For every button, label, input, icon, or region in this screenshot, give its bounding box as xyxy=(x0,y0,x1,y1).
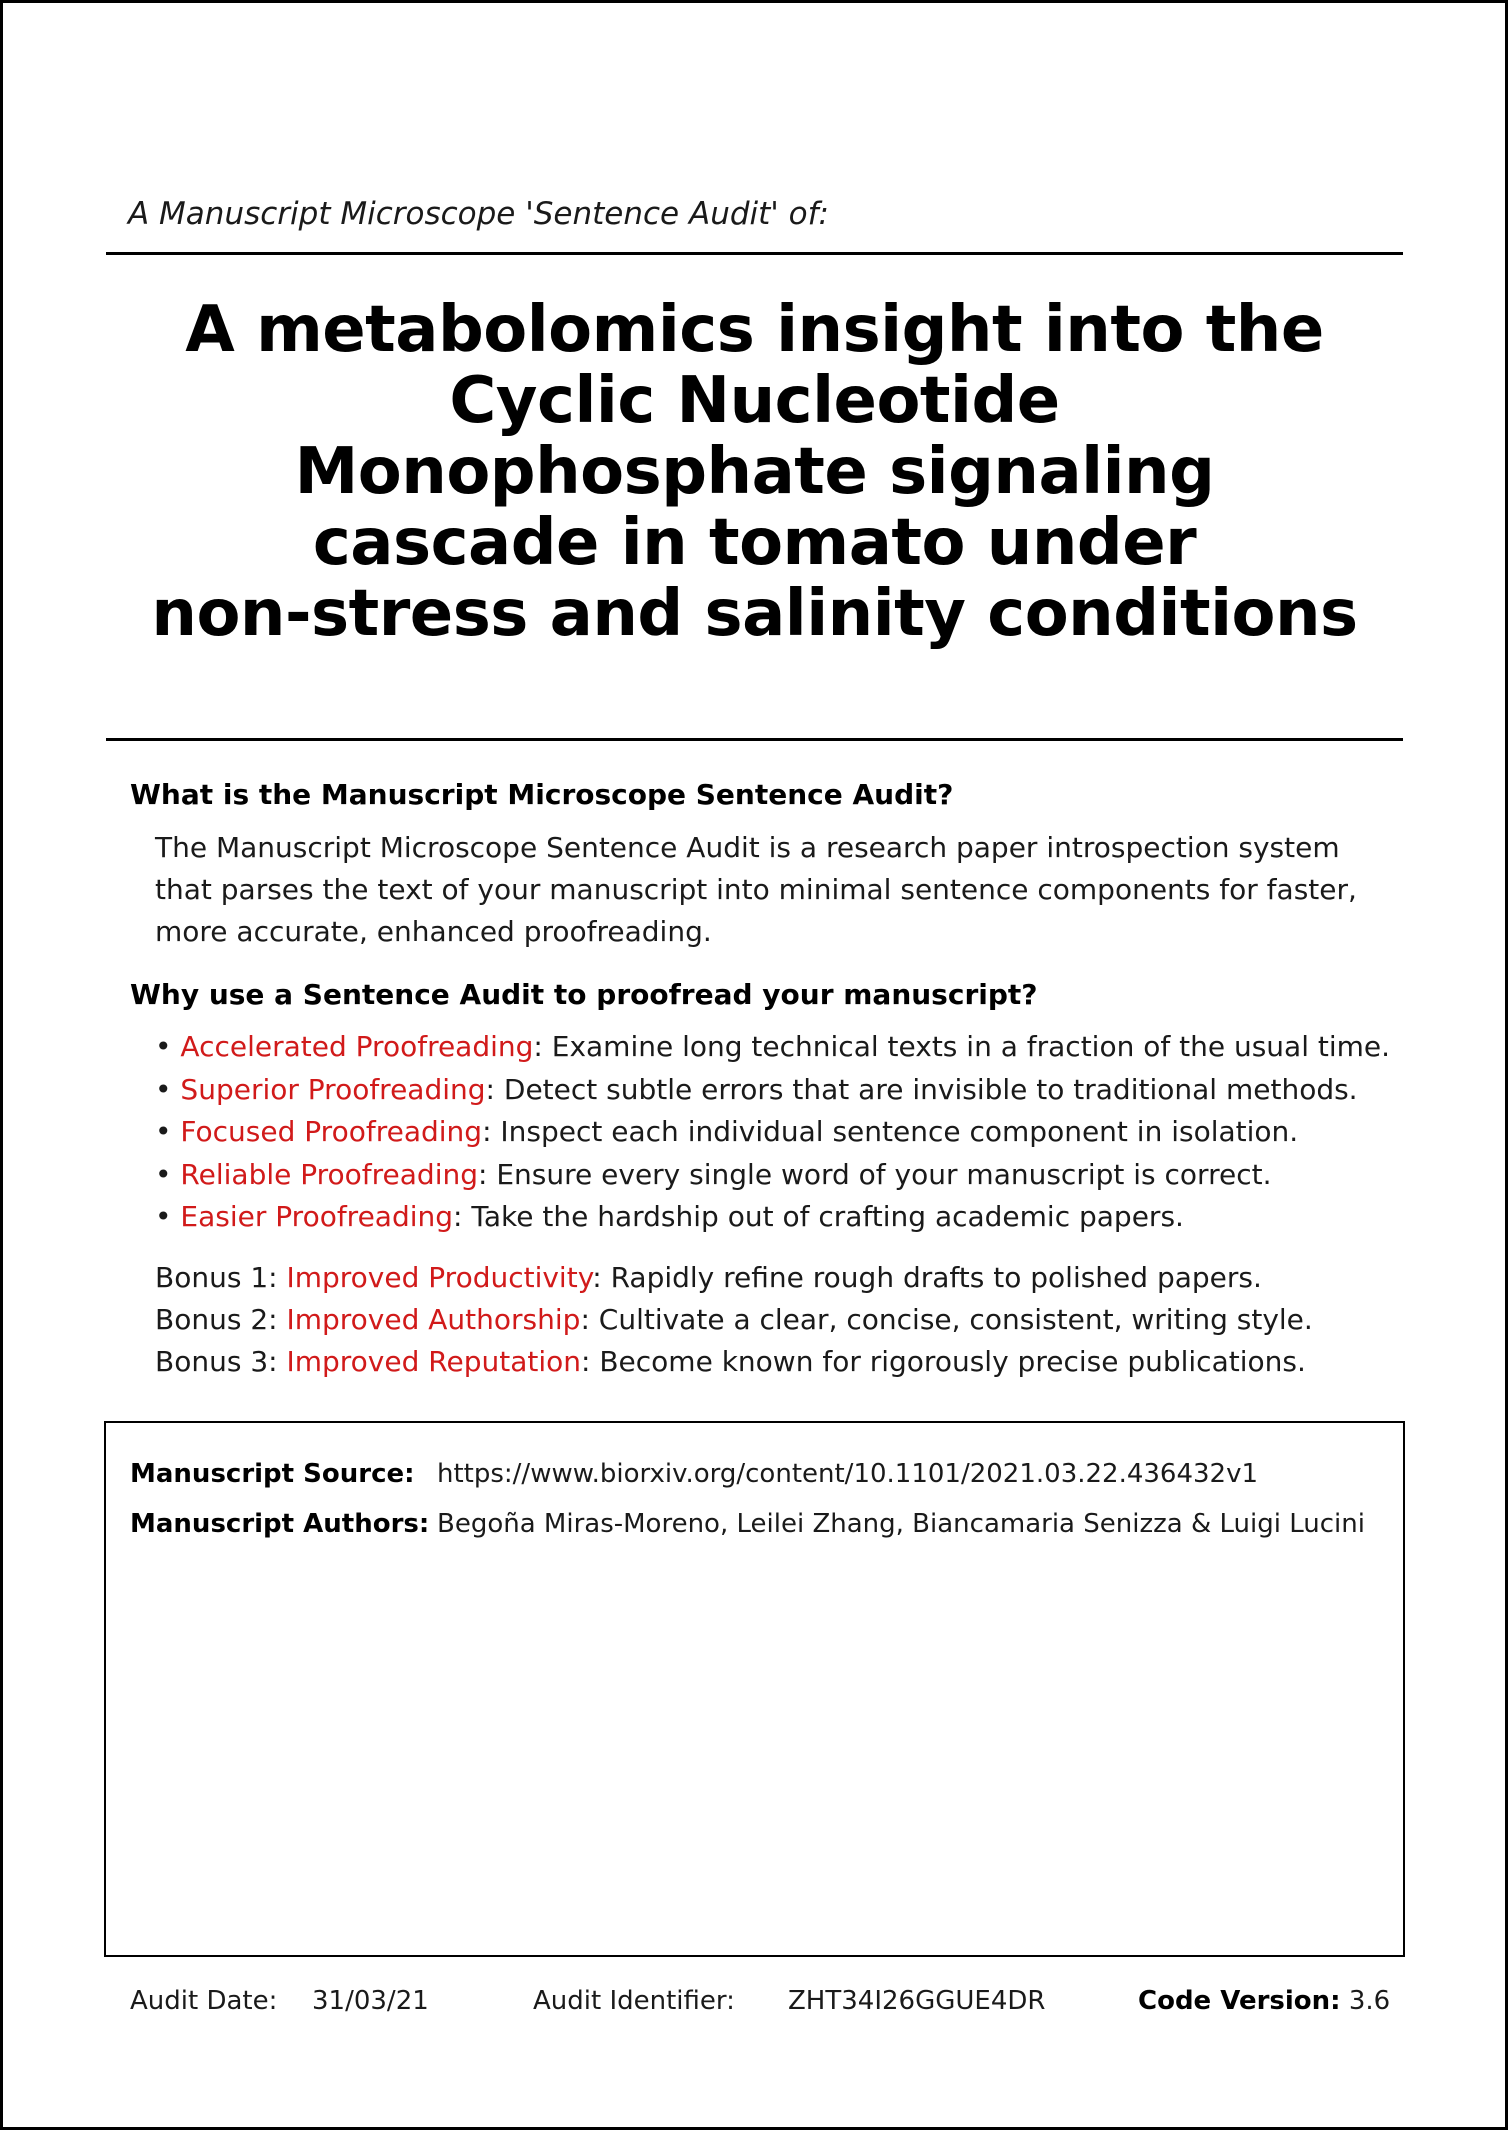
title-line: Cyclic Nucleotide xyxy=(449,364,1060,438)
title-line: Monophosphate signaling xyxy=(294,435,1215,509)
audit-date-label: Audit Date: xyxy=(130,1986,278,2016)
benefit-term: Focused Proofreading xyxy=(180,1115,483,1148)
benefit-text: : Take the hardship out of crafting academic papers. xyxy=(453,1200,1184,1233)
bonus-list xyxy=(155,1257,1313,1383)
authors-value: Begoña Miras-Moreno, Leilei Zhang, Biancamaria Senizza & Luigi Lucini xyxy=(437,1509,1365,1539)
bonus-term: Improved Productivity xyxy=(286,1261,593,1294)
bullet-marker: • xyxy=(155,1072,181,1106)
bullet-marker: • xyxy=(155,1115,181,1148)
benefit-item xyxy=(155,1111,1390,1154)
paper-title xyxy=(106,295,1403,650)
code-version-value: 3.6 xyxy=(1348,1986,1391,2016)
benefit-text: : Ensure every single word of your manuscript is correct. xyxy=(478,1157,1272,1191)
benefit-term: Reliable Proofreading xyxy=(180,1157,479,1191)
title-line: cascade in tomato under xyxy=(312,506,1197,580)
bonus-prefix: Bonus 1: xyxy=(155,1261,287,1294)
benefit-text: : Inspect each individual sentence component in isolation. xyxy=(482,1115,1299,1148)
about-line: that parses the text of your manuscript into minimal sentence components for faster, xyxy=(155,873,1357,906)
bullet-marker: • xyxy=(155,1200,181,1233)
bonus-term: Improved Authorship xyxy=(286,1303,581,1336)
bonus-text: : Cultivate a clear, concise, consistent, writing style. xyxy=(580,1303,1313,1336)
bonus-text: : Rapidly refine rough drafts to polished papers. xyxy=(592,1261,1262,1294)
benefit-item xyxy=(155,1026,1390,1069)
source-label: Manuscript Source: xyxy=(130,1459,415,1489)
bonus-prefix: Bonus 3: xyxy=(155,1345,287,1378)
benefit-text: : Examine long technical texts in a fraction of the usual time. xyxy=(533,1030,1391,1063)
bonus-text: : Become known for rigorously precise publications. xyxy=(581,1345,1306,1378)
title-divider xyxy=(106,738,1403,741)
bonus-item xyxy=(155,1257,1313,1299)
benefit-list xyxy=(155,1026,1390,1239)
audit-identifier-value: ZHT34I26GGUE4DR xyxy=(788,1986,1046,2016)
about-heading: What is the Manuscript Microscope Sentence Audit? xyxy=(130,778,954,811)
manuscript-info-box xyxy=(104,1421,1405,1957)
benefit-term: Easier Proofreading xyxy=(180,1200,454,1233)
why-heading: Why use a Sentence Audit to proofread your manuscript? xyxy=(130,978,1038,1011)
code-version-label: Code Version: xyxy=(1138,1986,1341,2016)
about-line: The Manuscript Microscope Sentence Audit is a research paper introspection system xyxy=(155,831,1340,864)
about-line: more accurate, enhanced proofreading. xyxy=(155,915,712,948)
audit-identifier-label: Audit Identifier: xyxy=(533,1986,735,2016)
audit-subtitle: A Manuscript Microscope 'Sentence Audit' of: xyxy=(128,196,829,232)
bullet-marker: • xyxy=(155,1030,181,1063)
top-divider xyxy=(106,252,1403,255)
code-version xyxy=(1138,1986,1390,2016)
benefit-item xyxy=(155,1154,1390,1197)
bonus-prefix: Bonus 2: xyxy=(155,1303,287,1336)
audit-date-value: 31/03/21 xyxy=(312,1986,429,2016)
title-line: non-stress and salinity conditions xyxy=(151,577,1358,651)
bonus-item xyxy=(155,1341,1313,1383)
benefit-term: Superior Proofreading xyxy=(180,1072,486,1106)
benefit-text: : Detect subtle errors that are invisible to traditional methods. xyxy=(485,1072,1358,1106)
authors-label: Manuscript Authors: xyxy=(130,1509,430,1539)
title-line: A metabolomics insight into the xyxy=(185,293,1324,367)
benefit-item xyxy=(155,1069,1390,1112)
bonus-term: Improved Reputation xyxy=(286,1345,581,1378)
benefit-item xyxy=(155,1196,1390,1239)
about-paragraph xyxy=(155,827,1357,953)
benefit-term: Accelerated Proofreading xyxy=(180,1030,534,1063)
bonus-item xyxy=(155,1299,1313,1341)
source-link[interactable]: https://www.biorxiv.org/content/10.1101/2021.03.22.436432v1 xyxy=(437,1459,1259,1489)
bullet-marker: • xyxy=(155,1157,181,1191)
